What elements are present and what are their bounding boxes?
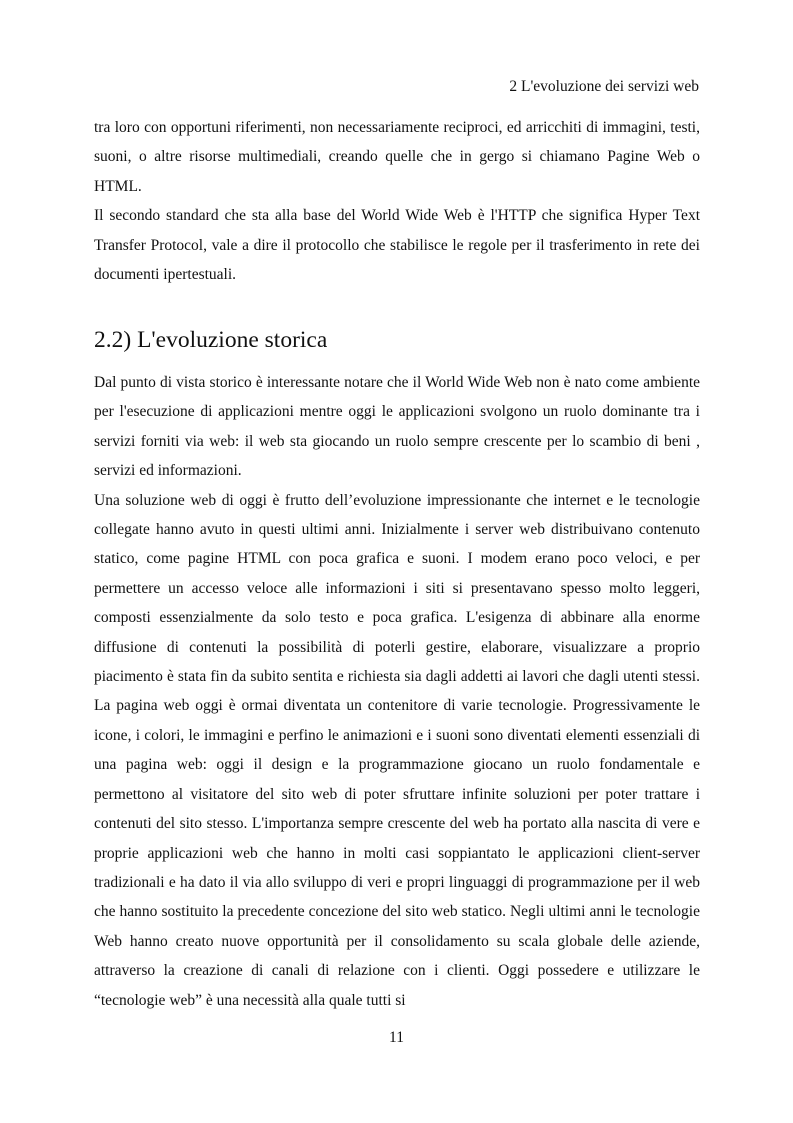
paragraph: Il secondo standard che sta alla base del World Wide Web è l'HTTP che significa Hyper Text Transfer Protocol, vale a dire il protocollo che stabilisce le regole per il trasferimento in rete dei documenti ipertestuali. <box>94 207 700 284</box>
paragraph: Una soluzione web di oggi è frutto dell’evoluzione impressionante che internet e le tecnologie collegate hanno avuto in questi ultimi anni. Inizialmente i server web distribuivano contenuto statico, come pagine HTML con poca grafica e suoni. I modem erano poco veloci, e per permettere un accesso veloce alle informazioni i siti si presentavano spesso molto leggeri, composti essenzialmente da solo testo e poca grafica. L'esigenza di abbinare alla enorme diffusione di contenuti la possibilità di poterli gestire, elaborare, visualizzare a proprio piacimento è stata fin da subito sentita e richiesta sia dagli addetti ai lavori che dagli utenti stessi. La pagina web oggi è ormai diventata un contenitore di varie tecnologie. Progressivamente le icone, i colori, le immagini e perfino le animazioni e i suoni sono diventati elementi essenziali di una pagina web: oggi il design e la programmazione giocano un ruolo fondamentale e permettono al visitatore del sito web di poter sfruttare infinite soluzioni per poter trattare i contenuti del sito stesso. L'importanza sempre crescente del web ha portato alla nascita di vere e proprie applicazioni web che hanno in molti casi soppiantato le applicazioni client-server tradizionali e ha dato il via allo sviluppo di veri e propri linguaggi di programmazione per il web che hanno sostituito la precedente concezione del sito web statico. Negli ultimi anni le tecnologie Web hanno creato nuove opportunità per il consolidamento su scala globale delle aziende, attraverso la creazione di canali di relazione con i clienti. Oggi possedere e utilizzare le “tecnologie web” è una necessità alla quale tutti si <box>94 491 700 1009</box>
text-block-intro <box>94 113 700 289</box>
running-header: 2 L'evoluzione dei servizi web <box>509 78 699 95</box>
text-block-history <box>94 368 700 1015</box>
paragraph: Dal punto di vista storico è interessante notare che il World Wide Web non è nato come ambiente per l'esecuzione di applicazioni mentre oggi le applicazioni svolgono un ruolo dominante tra i servizi forniti via web: il web sta giocando un ruolo sempre crescente per lo scambio di beni , servizi ed informazioni. <box>94 374 700 480</box>
page-number: 11 <box>389 1029 404 1046</box>
paragraph: tra loro con opportuni riferimenti, non necessariamente reciproci, ed arricchiti di immagini, testi, suoni, o altre risorse multimediali, creando quelle che in gergo si chiamano Pagine Web o HTML. <box>94 119 700 195</box>
section-heading: 2.2) L'evoluzione storica <box>94 327 328 353</box>
